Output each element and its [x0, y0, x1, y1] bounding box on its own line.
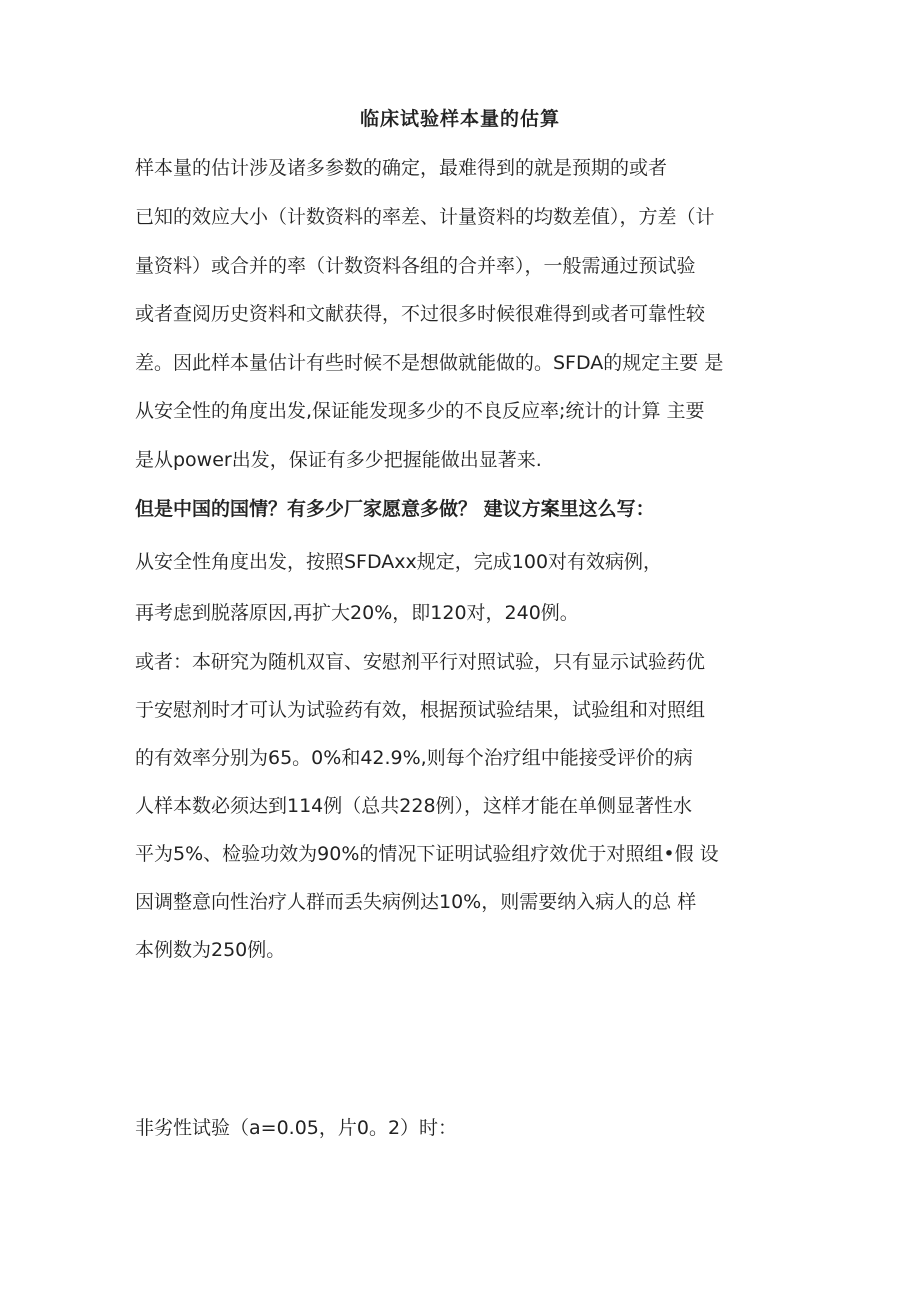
bold-question-line: 但是中国的国情？有多少厂家愿意多做？ 建议方案里这么写：: [135, 498, 655, 520]
paragraph-line: 从安全性的角度出发,保证能发现多少的不良反应率;统计的计算 主要: [135, 400, 705, 422]
paragraph-line: 量资料）或合并的率（计数资料各组的合并率），一般需通过预试验: [135, 255, 696, 277]
noninferiority-line: 非劣性试验（a=0.05，片0。2）时：: [135, 1117, 458, 1139]
paragraph-line: 本例数为250例。: [135, 939, 286, 961]
document-title: 临床试验样本量的估算: [359, 108, 560, 130]
paragraph-line: 因调整意向性治疗人群而丢失病例达10%，则需要纳入病人的总 样: [135, 891, 697, 913]
paragraph-line: 已知的效应大小（计数资料的率差、计量资料的均数差值），方差（计: [135, 206, 715, 228]
paragraph-line: 样本量的估计涉及诸多参数的确定，最难得到的就是预期的或者: [135, 157, 668, 179]
paragraph-line: 平为5%、检验功效为90%的情况下证明试验组疗效优于对照组•假 设: [135, 843, 719, 865]
paragraph-line: 于安慰剂时才可认为试验药有效，根据预试验结果，试验组和对照组: [135, 699, 706, 721]
paragraph-line: 人样本数必须达到114例（总共228例），这样才能在单侧显著性水: [135, 795, 693, 817]
paragraph-line: 再考虑到脱落原因,再扩大20%，即120对，240例。: [135, 602, 579, 624]
paragraph-line: 差。因此样本量估计有些时候不是想做就能做的。SFDA的规定主要 是: [135, 352, 724, 374]
paragraph-line: 是从power出发，保证有多少把握能做出显著来.: [135, 449, 542, 471]
paragraph-line: 或者查阅历史资料和文献获得，不过很多时候很难得到或者可靠性较: [135, 303, 706, 325]
paragraph-line: 或者：本研究为随机双盲、安慰剂平行对照试验，只有显示试验药优: [135, 651, 706, 673]
paragraph-line: 的有效率分别为65。0%和42.9%,则每个治疗组中能接受评价的病: [135, 747, 693, 769]
paragraph-line: 从安全性角度出发，按照SFDAxx规定，完成100对有效病例，: [135, 551, 663, 573]
